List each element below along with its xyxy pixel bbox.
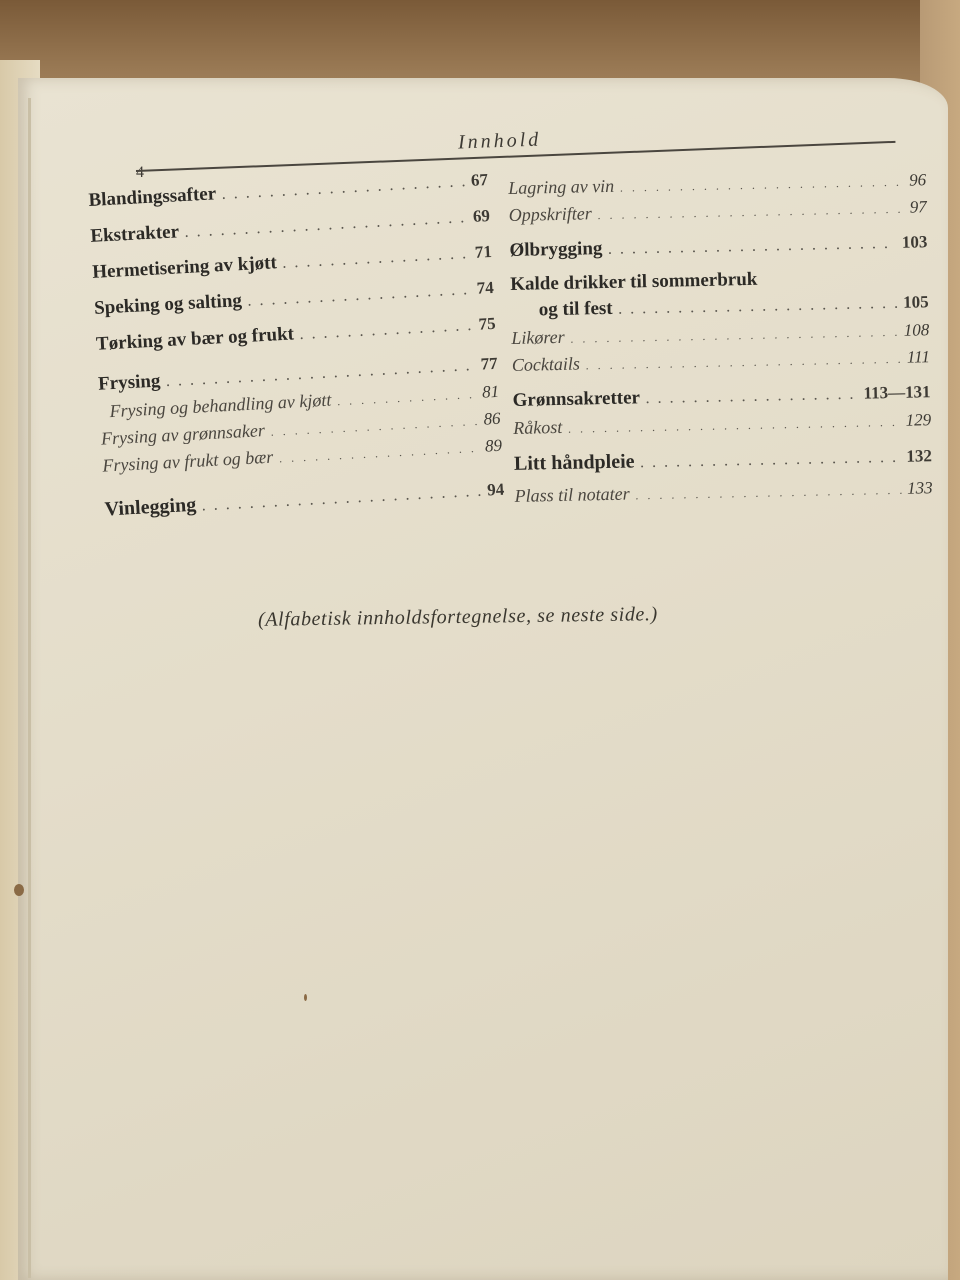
toc-entry xyxy=(90,205,491,248)
book-page xyxy=(18,78,948,1280)
toc-entry-page: 74 xyxy=(476,277,495,298)
toc-subentry xyxy=(512,346,930,376)
toc-entry-label: Frysing xyxy=(97,370,161,395)
toc-entry xyxy=(88,169,489,212)
leader-dots xyxy=(279,441,480,466)
toc-entry-page: 86 xyxy=(483,408,502,429)
leader-dots xyxy=(248,283,472,310)
leader-dots xyxy=(636,483,902,504)
toc-entry-page: 67 xyxy=(470,170,489,190)
page-stain xyxy=(14,884,24,896)
toc-entry xyxy=(94,277,495,320)
toc-entry-page: 113—131 xyxy=(863,382,931,403)
toc-entry-page: 105 xyxy=(902,292,929,312)
leader-dots xyxy=(222,175,466,203)
leader-dots xyxy=(619,297,898,318)
toc-entry xyxy=(514,444,932,476)
toc-entry-label: og til fest xyxy=(538,297,613,321)
toc-right-column xyxy=(508,169,933,507)
toc-entry xyxy=(96,313,497,356)
alphabetical-index-note: (Alfabetisk innholdsfortegnelse, se neste side.) xyxy=(257,603,658,631)
toc-entry xyxy=(509,231,927,262)
toc-entry-page: 132 xyxy=(906,446,933,466)
toc-entry-page: 97 xyxy=(909,197,927,217)
toc-entry-label: Kalde drikker til sommerbruk xyxy=(510,268,758,295)
toc-entry-page: 77 xyxy=(480,353,499,374)
toc-entry-label: Oppskrifter xyxy=(508,203,592,225)
toc-entry-page: 81 xyxy=(481,381,500,402)
toc-entry-page: 89 xyxy=(484,435,503,456)
toc-entry-label: Likører xyxy=(511,326,565,348)
toc-entry-label: Frysing og behandling av kjøtt xyxy=(109,389,332,422)
toc-entry xyxy=(510,265,928,296)
page-number: 4 xyxy=(136,164,144,181)
leader-dots xyxy=(568,415,900,437)
toc-entry-label: Litt håndpleie xyxy=(513,450,635,475)
page-stain xyxy=(304,994,307,1001)
toc-subentry xyxy=(514,477,932,507)
leader-dots xyxy=(185,211,468,241)
toc-entry-label: Hermetisering av kjøtt xyxy=(91,252,278,283)
leader-dots xyxy=(282,247,469,272)
toc-entry-page: 69 xyxy=(472,206,491,226)
toc-entry-label: Råkost xyxy=(513,416,563,438)
toc-entry-label: Frysing av grønnsaker xyxy=(100,420,266,449)
toc-subentry xyxy=(511,319,929,349)
spine-line xyxy=(28,98,31,1278)
toc-entry-page: 96 xyxy=(908,170,927,190)
toc-entry-label: Cocktails xyxy=(511,353,581,375)
toc-subentry xyxy=(513,409,931,439)
toc-subentry xyxy=(508,169,926,199)
toc-entry-label: Frysing av frukt og bær xyxy=(101,446,274,476)
leader-dots xyxy=(620,175,903,196)
toc-entry xyxy=(512,381,930,412)
toc-entry-label: Ølbrygging xyxy=(509,238,603,261)
toc-entry-page: 94 xyxy=(486,479,505,500)
page-header-title: Innhold xyxy=(457,128,542,154)
leader-dots xyxy=(646,388,858,407)
leader-dots xyxy=(337,387,477,409)
toc-entry-label: Plass til notater xyxy=(514,483,630,506)
leader-dots xyxy=(586,352,901,374)
toc-entry-page: 108 xyxy=(903,320,930,340)
toc-left-column xyxy=(88,169,505,521)
toc-entry-page: 71 xyxy=(474,241,493,262)
leader-dots xyxy=(640,451,900,471)
toc-entry-continuation xyxy=(511,291,929,322)
leader-dots xyxy=(202,485,482,515)
toc-entry-page: 133 xyxy=(906,478,933,498)
toc-entry-page: 103 xyxy=(901,232,928,252)
toc-subentry xyxy=(509,196,927,226)
toc-entry-page: 129 xyxy=(905,410,932,430)
toc-entry xyxy=(92,241,493,284)
leader-dots xyxy=(571,325,898,347)
toc-entry-label: Vinlegging xyxy=(104,493,197,521)
leader-dots xyxy=(271,414,479,440)
toc-entry xyxy=(104,478,505,522)
toc-entry-page: 75 xyxy=(478,313,497,334)
toc-entry-label: Blandingssafter xyxy=(88,183,217,211)
toc-entry-label: Speking og salting xyxy=(93,290,243,319)
leader-dots xyxy=(300,319,473,343)
toc-entry-label: Lagring av vin xyxy=(508,175,615,198)
toc-entry-label: Grønnsakretter xyxy=(512,387,641,411)
leader-dots xyxy=(598,202,904,223)
toc-entry-page: 111 xyxy=(906,347,931,367)
leader-dots xyxy=(608,237,896,258)
toc-entry-label: Tørking av bær og frukt xyxy=(95,323,295,355)
toc-entry-label: Ekstrakter xyxy=(89,221,180,247)
